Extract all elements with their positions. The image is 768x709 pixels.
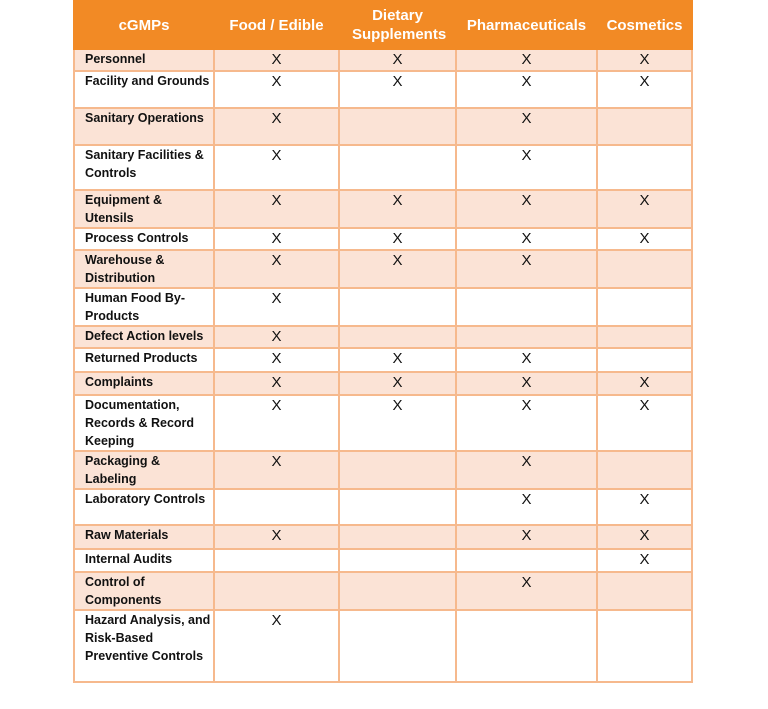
row-label: Personnel — [74, 49, 214, 71]
row-cell-mark: X — [339, 190, 456, 228]
row-cell-mark: X — [456, 372, 597, 395]
row-cell-mark: X — [456, 525, 597, 549]
row-cell-mark: X — [339, 228, 456, 250]
header-row — [74, 1, 692, 49]
row-label: Returned Products — [74, 348, 214, 372]
row-cell-mark — [597, 250, 692, 288]
table-row — [74, 395, 692, 451]
header-cosmetics: Cosmetics — [597, 1, 692, 49]
row-cell-mark: X — [456, 145, 597, 190]
header-pharmaceuticals: Pharmaceuticals — [456, 1, 597, 49]
row-cell-mark — [597, 451, 692, 489]
table-body — [74, 49, 692, 682]
row-cell-mark: X — [214, 372, 339, 395]
row-cell-mark — [339, 525, 456, 549]
header-food-edible: Food / Edible — [214, 1, 339, 49]
table-row — [74, 288, 692, 326]
row-cell-mark: X — [597, 489, 692, 525]
row-cell-mark: X — [214, 525, 339, 549]
row-cell-mark: X — [214, 451, 339, 489]
row-label: Packaging & Labeling — [74, 451, 214, 489]
table-row — [74, 108, 692, 145]
row-cell-mark: X — [456, 49, 597, 71]
row-label: Documentation, Records & Record Keeping — [74, 395, 214, 451]
row-cell-mark: X — [214, 190, 339, 228]
row-label: Sanitary Facilities & Controls — [74, 145, 214, 190]
row-label: Human Food By-Products — [74, 288, 214, 326]
cgmp-comparison-table — [73, 0, 693, 683]
row-label: Hazard Analysis, and Risk-Based Preventive Controls — [74, 610, 214, 682]
row-cell-mark: X — [214, 395, 339, 451]
row-cell-mark: X — [456, 348, 597, 372]
row-cell-mark: X — [214, 326, 339, 348]
table-row — [74, 372, 692, 395]
row-cell-mark: X — [456, 108, 597, 145]
row-cell-mark: X — [456, 572, 597, 610]
row-label: Laboratory Controls — [74, 489, 214, 525]
row-cell-mark — [339, 610, 456, 682]
row-cell-mark: X — [456, 451, 597, 489]
row-label: Raw Materials — [74, 525, 214, 549]
table-row — [74, 190, 692, 228]
row-cell-mark: X — [456, 489, 597, 525]
row-label: Sanitary Operations — [74, 108, 214, 145]
row-cell-mark — [597, 572, 692, 610]
table-row — [74, 250, 692, 288]
row-cell-mark: X — [597, 549, 692, 572]
row-cell-mark: X — [339, 71, 456, 108]
table-row — [74, 610, 692, 682]
row-cell-mark — [339, 489, 456, 525]
row-cell-mark: X — [339, 348, 456, 372]
row-cell-mark: X — [214, 250, 339, 288]
row-cell-mark — [339, 549, 456, 572]
row-cell-mark: X — [597, 372, 692, 395]
row-cell-mark — [597, 348, 692, 372]
row-cell-mark: X — [597, 395, 692, 451]
row-cell-mark: X — [456, 190, 597, 228]
row-label: Process Controls — [74, 228, 214, 250]
row-label: Facility and Grounds — [74, 71, 214, 108]
row-cell-mark: X — [456, 228, 597, 250]
table-row — [74, 145, 692, 190]
row-cell-mark — [597, 326, 692, 348]
row-cell-mark — [339, 288, 456, 326]
row-cell-mark — [456, 326, 597, 348]
row-label: Internal Audits — [74, 549, 214, 572]
table-row — [74, 326, 692, 348]
row-cell-mark: X — [597, 525, 692, 549]
row-cell-mark: X — [456, 250, 597, 288]
table-row — [74, 572, 692, 610]
table-row — [74, 525, 692, 549]
row-cell-mark: X — [214, 228, 339, 250]
row-label: Control of Components — [74, 572, 214, 610]
row-label: Complaints — [74, 372, 214, 395]
table-row — [74, 71, 692, 108]
row-cell-mark: X — [597, 49, 692, 71]
row-cell-mark: X — [214, 610, 339, 682]
row-cell-mark: X — [214, 145, 339, 190]
header-cgmps: cGMPs — [74, 1, 214, 49]
row-cell-mark — [214, 489, 339, 525]
row-cell-mark: X — [339, 395, 456, 451]
table-row — [74, 49, 692, 71]
row-cell-mark — [597, 288, 692, 326]
row-cell-mark: X — [214, 288, 339, 326]
row-cell-mark — [339, 108, 456, 145]
header-dietary-supplements: Dietary Supplements — [339, 1, 456, 49]
row-cell-mark: X — [597, 190, 692, 228]
row-cell-mark: X — [597, 71, 692, 108]
row-cell-mark: X — [214, 49, 339, 71]
row-label: Warehouse & Distribution — [74, 250, 214, 288]
row-cell-mark — [339, 451, 456, 489]
table-row — [74, 489, 692, 525]
row-label: Equipment & Utensils — [74, 190, 214, 228]
table-row — [74, 451, 692, 489]
row-cell-mark: X — [339, 372, 456, 395]
row-cell-mark: X — [214, 71, 339, 108]
table-row — [74, 228, 692, 250]
row-cell-mark — [339, 572, 456, 610]
row-cell-mark — [597, 610, 692, 682]
table-row — [74, 348, 692, 372]
row-cell-mark: X — [339, 49, 456, 71]
row-cell-mark: X — [214, 348, 339, 372]
row-cell-mark — [597, 108, 692, 145]
row-cell-mark — [214, 572, 339, 610]
row-label: Defect Action levels — [74, 326, 214, 348]
row-cell-mark — [456, 610, 597, 682]
row-cell-mark — [339, 326, 456, 348]
row-cell-mark — [456, 549, 597, 572]
row-cell-mark: X — [214, 108, 339, 145]
row-cell-mark: X — [339, 250, 456, 288]
row-cell-mark — [339, 145, 456, 190]
row-cell-mark — [214, 549, 339, 572]
row-cell-mark: X — [456, 395, 597, 451]
table-row — [74, 549, 692, 572]
row-cell-mark: X — [597, 228, 692, 250]
row-cell-mark — [597, 145, 692, 190]
row-cell-mark — [456, 288, 597, 326]
row-cell-mark: X — [456, 71, 597, 108]
